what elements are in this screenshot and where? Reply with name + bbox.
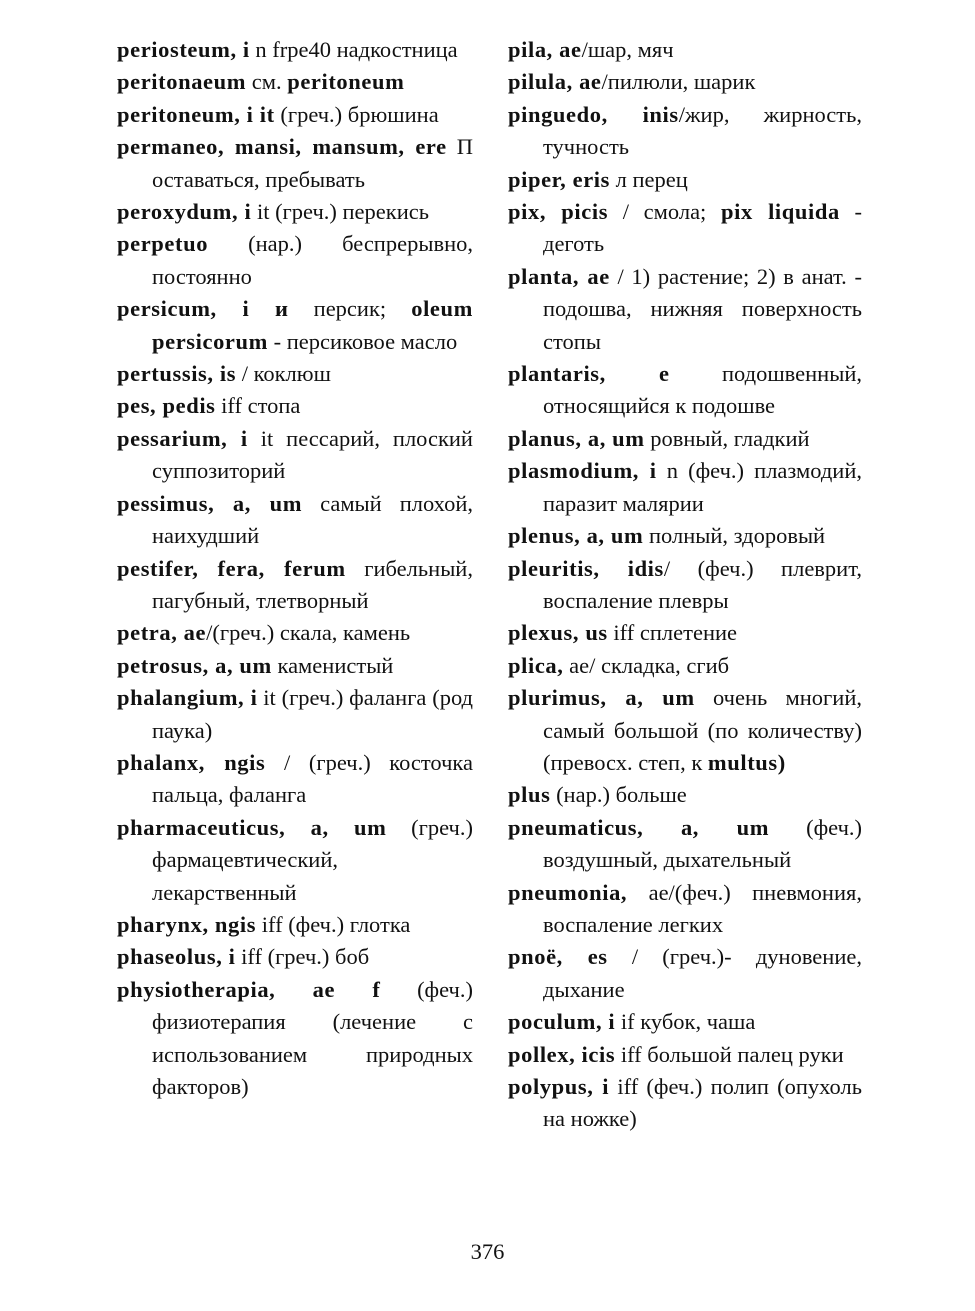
entry-definition: it (греч.) перекись xyxy=(251,199,430,225)
dictionary-entry xyxy=(508,1006,862,1038)
entry-headword-secondary: peritoneum xyxy=(287,69,405,95)
dictionary-entry xyxy=(117,423,473,488)
entry-headword: piper, eris xyxy=(508,166,611,192)
dictionary-entry xyxy=(117,617,473,649)
dictionary-entry xyxy=(508,423,862,455)
entry-definition: каменистый xyxy=(271,652,394,678)
entry-definition: iff (феч.) полип (опухоль на ножке) xyxy=(543,1074,862,1132)
entry-definition: ae/(феч.) пневмония, воспаление легких xyxy=(543,879,862,937)
dictionary-entry xyxy=(508,877,862,942)
entry-definition: / (греч.) косточка пальца, фаланга xyxy=(152,749,473,808)
dictionary-entry xyxy=(508,1039,862,1071)
dictionary-entry xyxy=(508,812,862,877)
entry-definition: if кубок, чаша xyxy=(615,1009,756,1035)
entry-headword: physiotherapia, ae f xyxy=(117,976,381,1002)
entry-definition-secondary: - деготь xyxy=(543,199,862,257)
entry-headword: planus, a, um xyxy=(508,425,645,451)
entry-headword: plantaris, e xyxy=(508,361,670,387)
entry-definition: it (греч.) фаланга (род паука) xyxy=(152,685,473,743)
dictionary-entry xyxy=(117,488,473,553)
entry-headword: plus xyxy=(508,782,551,808)
entry-definition: iff сплетение xyxy=(607,620,738,646)
entry-definition: гибельный, пагубный, тлетворный xyxy=(152,555,473,613)
dictionary-entry xyxy=(117,941,473,973)
entry-headword: pharynx, ngis xyxy=(117,911,257,937)
entry-headword: pertussis, is xyxy=(117,361,237,387)
entry-definition: ровный, гладкий xyxy=(644,425,810,451)
entry-headword-secondary: multus) xyxy=(707,749,786,775)
entry-definition: л перец xyxy=(610,166,688,192)
dictionary-entry xyxy=(508,682,862,779)
entry-headword: petrosus, a, um xyxy=(117,652,272,678)
entry-definition: /шар, мяч xyxy=(581,37,674,62)
entry-headword: pila, ae xyxy=(508,37,582,62)
entry-headword: peroxydum, i xyxy=(117,199,252,225)
entry-headword: plenus, a, um xyxy=(508,523,644,549)
dictionary-entry xyxy=(508,455,862,520)
entry-headword: pix, picis xyxy=(508,199,609,225)
entry-definition: (феч.) воздушный, дыхательный xyxy=(543,814,863,873)
entry-headword: periosteum, i xyxy=(117,37,250,62)
right-column xyxy=(508,34,862,1136)
entry-definition: iff большой палец руки xyxy=(615,1041,844,1067)
dictionary-entry xyxy=(117,909,473,941)
dictionary-entry xyxy=(508,553,862,618)
dictionary-entry xyxy=(508,650,862,682)
entry-definition: / смола; xyxy=(608,199,721,225)
entry-headword: pessimus, a, um xyxy=(117,490,303,516)
dictionary-entry xyxy=(508,520,862,552)
entry-headword: pharmaceuticus, a, um xyxy=(117,814,387,840)
entry-headword: plica, xyxy=(508,652,564,678)
entry-headword: poculum, i xyxy=(508,1009,616,1035)
entry-definition: it пессарий, плоский суппозиторий xyxy=(152,425,473,484)
entry-headword: petra, ae xyxy=(117,620,207,646)
entry-headword: pleuritis, idis xyxy=(508,555,664,581)
dictionary-entry xyxy=(117,390,473,422)
entry-definition: / коклюш xyxy=(236,361,331,387)
entry-headword: plurimus, a, um xyxy=(508,685,695,711)
entry-definition-secondary: - персиковое масло xyxy=(267,328,458,354)
entry-headword: pollex, icis xyxy=(508,1041,616,1067)
dictionary-entry xyxy=(117,131,473,196)
entry-headword: pinguedo, inis xyxy=(508,101,679,127)
dictionary-entry xyxy=(117,66,473,98)
entry-definition: полный, здоровый xyxy=(643,523,826,549)
entry-headword-secondary: pix liquida xyxy=(720,199,840,225)
entry-headword: peritonaeum xyxy=(117,69,247,95)
entry-definition: персик; xyxy=(288,296,412,322)
entry-headword: persicum, i и xyxy=(117,296,289,322)
entry-definition: ae/ складка, сгиб xyxy=(563,652,730,678)
entry-definition: n frpe40 надкостница xyxy=(249,37,458,62)
dictionary-entry xyxy=(117,553,473,618)
dictionary-entry xyxy=(117,358,473,390)
entry-headword: permaneo, mansi, mansum, ere xyxy=(117,134,447,160)
dictionary-entry xyxy=(117,974,473,1104)
entry-definition: (нар.) беспрерывно, постоянно xyxy=(152,231,473,289)
entry-headword: peritoneum, i it xyxy=(117,101,275,127)
entry-headword: pneumonia, xyxy=(508,879,628,905)
entry-definition: /(греч.) скала, камень xyxy=(206,620,411,646)
dictionary-entry xyxy=(117,34,473,66)
entry-definition: (греч.) брюшина xyxy=(274,101,439,127)
entry-headword: polypus, i xyxy=(508,1074,610,1099)
dictionary-entry xyxy=(508,1071,862,1136)
left-column xyxy=(117,34,473,1103)
dictionary-entry xyxy=(508,164,862,196)
dictionary-entry xyxy=(117,812,473,909)
dictionary-entry xyxy=(117,747,473,812)
entry-definition: (феч.) физиотерапия (лечение с использованием природных факторов) xyxy=(152,976,473,1099)
entry-headword-secondary: oleum persicorum xyxy=(152,296,473,354)
entry-headword: plasmodium, i xyxy=(508,458,657,484)
entry-headword: pneumaticus, a, um xyxy=(508,814,770,840)
entry-headword: phalangium, i xyxy=(117,685,258,711)
entry-definition: n (феч.) плазмодий, паразит малярии xyxy=(543,458,862,516)
dictionary-entry xyxy=(508,99,862,164)
entry-headword: pnoë, es xyxy=(508,944,608,970)
entry-headword: phalanx, ngis xyxy=(117,749,266,775)
entry-definition: iff (феч.) глотка xyxy=(256,911,411,937)
entry-definition: самый плохой, наихудший xyxy=(152,490,473,549)
entry-headword: pestifer, fera, ferum xyxy=(117,555,346,581)
entry-headword: perpetuo xyxy=(117,231,209,257)
dictionary-entry xyxy=(117,228,473,293)
dictionary-entry xyxy=(508,34,862,66)
entry-definition: /пилюли, шарик xyxy=(601,69,756,95)
dictionary-entry xyxy=(508,941,862,1006)
entry-headword: planta, ae xyxy=(508,263,610,289)
dictionary-entry xyxy=(117,293,473,358)
entry-definition: iff стопа xyxy=(215,393,301,419)
dictionary-entry xyxy=(117,196,473,228)
entry-definition: (греч.) фармацевтический, лекарственный xyxy=(152,814,473,905)
entry-definition: см. xyxy=(246,69,288,95)
dictionary-entry xyxy=(508,196,862,261)
entry-headword: pilula, ae xyxy=(508,69,602,95)
dictionary-entry xyxy=(117,650,473,682)
entry-headword: phaseolus, i xyxy=(117,944,236,970)
dictionary-entry xyxy=(508,261,862,358)
entry-definition: / 1) растение; 2) в анат. - подошва, нижняя поверхность стопы xyxy=(543,263,862,354)
entry-definition: (нар.) больше xyxy=(550,782,687,808)
entry-definition: iff (греч.) боб xyxy=(235,944,370,970)
dictionary-entry xyxy=(508,358,862,423)
entry-headword: pessarium, i xyxy=(117,425,248,451)
entry-headword: plexus, us xyxy=(508,620,608,646)
entry-definition: / (греч.)- дуновение, дыхание xyxy=(543,944,862,1002)
page-number: 376 xyxy=(470,1239,505,1264)
dictionary-entry xyxy=(117,682,473,747)
dictionary-entry xyxy=(117,99,473,131)
dictionary-entry xyxy=(508,66,862,98)
dictionary-entry xyxy=(508,617,862,649)
entry-headword: pes, pedis xyxy=(117,393,216,419)
entry-definition: П оставаться, пребывать xyxy=(152,134,473,192)
dictionary-entry xyxy=(508,779,862,811)
entry-definition: / (феч.) плеврит, воспаление плевры xyxy=(543,555,862,613)
entry-definition: очень многий, самый большой (по количеству) (превосх. степ, к xyxy=(543,685,862,775)
entry-definition: подошвенный, относящийся к подошве xyxy=(543,361,862,419)
entry-definition: /жир, жирность, тучность xyxy=(543,101,863,160)
